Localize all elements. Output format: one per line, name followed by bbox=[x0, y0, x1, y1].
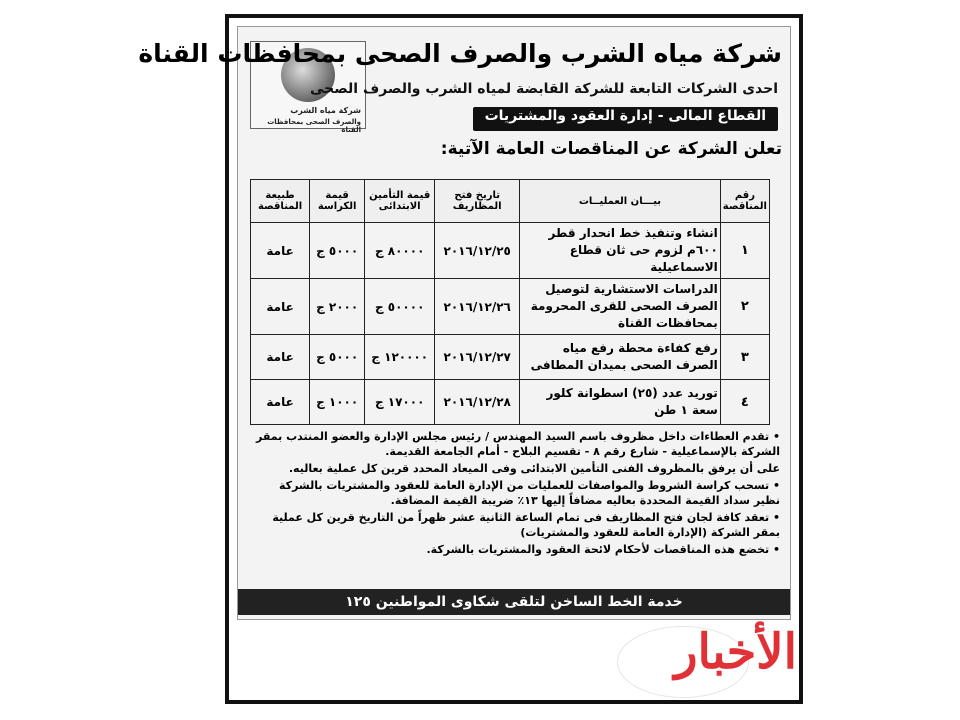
cell-desc: رفع كفاءة محطة رفع مياه الصرف الصحى بميدان المطافى bbox=[520, 335, 721, 380]
cell-date: ٢٠١٦/١٢/٢٨ bbox=[435, 380, 520, 425]
table-row bbox=[251, 279, 770, 335]
cell-insurance: ٨٠٠٠٠ ج bbox=[365, 223, 435, 279]
header-insurance: قيمة التأمين الابتدائى bbox=[365, 180, 435, 223]
header-booklet: قيمة الكراسة bbox=[310, 180, 365, 223]
header-type: طبيعة المناقصة bbox=[251, 180, 310, 223]
logo-caption-2: والصرف الصحى بمحافظات القناة bbox=[267, 118, 361, 134]
newspaper-logo: الأخبار bbox=[674, 624, 797, 680]
note-item: • تخضع هذه المناقصات لأحكام لائحة العقود والمشتريات بالشركة. bbox=[426, 543, 780, 556]
cell-booklet: ٢٠٠٠ ج bbox=[310, 279, 365, 335]
cell-num: ٣ bbox=[720, 335, 769, 380]
cell-num: ٢ bbox=[720, 279, 769, 335]
cell-date: ٢٠١٦/١٢/٢٦ bbox=[435, 279, 520, 335]
company-name: شركة مياه الشرب والصرف الصحى بمحافظات القناة bbox=[138, 39, 782, 68]
terms-notes bbox=[254, 429, 780, 559]
hotline-banner: خدمة الخط الساخن لتلقى شكاوى المواطنين ١٢٥ bbox=[238, 589, 790, 615]
header-desc: بيـــان العمليــات bbox=[520, 180, 721, 223]
cell-desc: انشاء وتنفيذ خط انحدار قطر ٦٠٠م لزوم حى ثان قطاع الاسماعيلية bbox=[520, 223, 721, 279]
cell-booklet: ٥٠٠٠ ج bbox=[310, 335, 365, 380]
table-row bbox=[251, 223, 770, 279]
cell-type: عامة bbox=[251, 335, 310, 380]
cell-insurance: ٥٠٠٠٠ ج bbox=[365, 279, 435, 335]
note-item: • تسحب كراسة الشروط والمواصفات للعمليات من الإدارة العامة للعقود والمشتريات بالشركة نظير سداد القيمة المحددة بعاليه مضافاً إليها ١٣٪ ضريبة القيمة المضافة. bbox=[279, 479, 780, 507]
cell-type: عامة bbox=[251, 279, 310, 335]
cell-desc: الدراسات الاستشارية لتوصيل الصرف الصحى للقرى المحرومة بمحافظات القناة bbox=[520, 279, 721, 335]
newspaper-masthead bbox=[617, 624, 797, 700]
cell-type: عامة bbox=[251, 380, 310, 425]
ad-header bbox=[138, 35, 782, 135]
table-row bbox=[251, 335, 770, 380]
cell-booklet: ٥٠٠٠ ج bbox=[310, 223, 365, 279]
cell-num: ١ bbox=[720, 223, 769, 279]
cell-date: ٢٠١٦/١٢/٢٧ bbox=[435, 335, 520, 380]
header-date: تاريخ فتح المظاريف bbox=[435, 180, 520, 223]
logo-caption-1: شركة مياه الشرب bbox=[290, 106, 361, 115]
sector-banner: القطاع المالى - إدارة العقود والمشتريات bbox=[473, 107, 778, 131]
note-item: • تقدم العطاءات داخل مظروف باسم السيد المهندس / رئيس مجلس الإدارة والعضو المنتدب بمقر الشركة بالإسماعيلية - شارع رقم ٨ - تقسيم البلاح - أمام الجامعة القديمة. bbox=[256, 430, 780, 458]
cell-booklet: ١٠٠٠ ج bbox=[310, 380, 365, 425]
cell-date: ٢٠١٦/١٢/٢٥ bbox=[435, 223, 520, 279]
cell-desc: توريد عدد (٢٥) اسطوانة كلور سعة ١ طن bbox=[520, 380, 721, 425]
cell-num: ٤ bbox=[720, 380, 769, 425]
table-header-row bbox=[251, 180, 770, 223]
cell-type: عامة bbox=[251, 223, 310, 279]
cell-insurance: ١٢٠٠٠٠ ج bbox=[365, 335, 435, 380]
header-num: رقم المناقصة bbox=[720, 180, 769, 223]
note-item: على أن يرفق بالمظروف الفنى التأمين الابتدائى وفى الميعاد المحدد قرين كل عملية بعاليه. bbox=[288, 462, 780, 475]
tenders-table bbox=[250, 179, 770, 425]
affiliate-line: احدى الشركات التابعة للشركة القابضة لمياه الشرب والصرف الصحى bbox=[309, 81, 778, 97]
note-item: • تعقد كافة لجان فتح المظاريف فى تمام الساعة الثانية عشر ظهراً من التاريخ قرين كل عملية بمقر الشركة (الإدارة العامة للعقود والمشتريات) bbox=[272, 511, 780, 539]
cell-insurance: ١٧٠٠٠ ج bbox=[365, 380, 435, 425]
table-row bbox=[251, 380, 770, 425]
announcement-title: تعلن الشركة عن المناقصات العامة الآتية: bbox=[440, 139, 782, 159]
clipping-frame bbox=[138, 14, 803, 704]
newspaper-clipping bbox=[138, 26, 791, 620]
